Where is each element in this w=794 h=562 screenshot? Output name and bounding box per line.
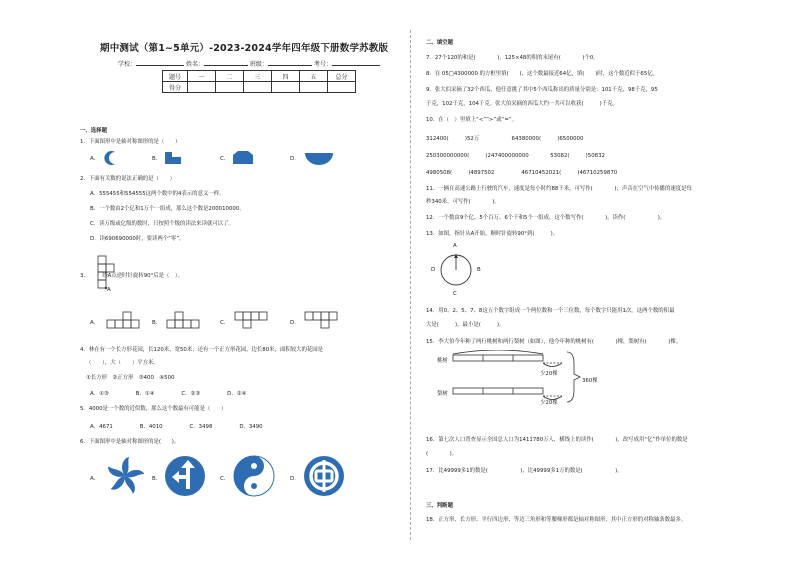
score-row-label: 得分 (163, 82, 188, 93)
clock-label-c: C (453, 291, 457, 297)
class-blank[interactable] (268, 65, 312, 66)
q6-option-d: D． (290, 476, 300, 482)
score-cell[interactable] (188, 82, 216, 93)
q3-option-d: D． (290, 320, 300, 326)
q3-option-c: C． (220, 320, 230, 326)
total-trees-label: 360棵 (582, 378, 598, 384)
question-7: 7．27个120的和是( )，125×48的积的末尾有( )个0。 (426, 55, 599, 61)
q3-option-a: A． (90, 320, 100, 326)
question-9-cont: 千克，102千克，104千克。张大伯采摘的西瓜大约一共可以收获( )千克。 (426, 101, 618, 107)
q3-figure-a (106, 308, 142, 330)
question-8: 8．在 05□4300000 的方框里填( )，这个数最接近64亿，填( )时，这个数近似于65亿。 (426, 71, 659, 77)
score-cell[interactable] (300, 82, 328, 93)
rotation-point-label: A (107, 287, 111, 293)
page-title: 期中测试（第1~5单元）-2023-2024学年四年级下册数学苏教版 (100, 43, 389, 54)
q2-option-a: A．555455和554555这两个数中的4表示的意义一样。 (90, 191, 225, 197)
clock-label-a: A (453, 243, 457, 249)
q1-option-d: D． (290, 156, 300, 162)
school-label: 学校： (118, 61, 137, 68)
question-16-cont: ( )。 (426, 451, 458, 457)
q1-option-b: B． (152, 156, 162, 162)
peach-row-label: 桃树 (437, 358, 448, 364)
section-choice-heading: 一、选择题 (80, 128, 107, 134)
score-header-cell: 总分 (328, 71, 356, 82)
yin-yang-icon (233, 455, 275, 497)
score-cell[interactable] (244, 82, 272, 93)
question-16: 16．第七次人口普查显示全国总人口为1411780万人，横线上的读作( )，改写成用“亿”作单位的数是 (426, 437, 688, 443)
clock-label-b: B (477, 267, 481, 273)
q4-answers: A．①③ B．①④ C．②③ D．②④ (90, 391, 247, 397)
q2-option-b: B．一个数由2个亿和1万个一组成，那么这个数是200010000。 (90, 206, 245, 212)
score-header-cell: 二 (216, 71, 244, 82)
q1-option-a: A． (90, 156, 100, 162)
q3-figure-d (304, 308, 340, 330)
score-cell[interactable] (216, 82, 244, 93)
q10-row-2: 250300000000( )247400000000 53082( )50832 (426, 153, 605, 159)
pear-less-label: 少20棵 (540, 400, 558, 406)
score-header-cell: 题号 (163, 71, 188, 82)
question-5: 5．4000是一个数的近似数，那么这个数最有可能是（ ） (80, 406, 227, 412)
question-13: 13．如图，指针从A开始，顺时针旋转90°到( )。 (426, 231, 559, 237)
score-header-row (163, 71, 356, 82)
section-fill-heading: 二、填空题 (426, 40, 453, 46)
q3-option-b: B． (152, 320, 162, 326)
bauhinia-flower-icon (104, 455, 146, 497)
question-3: 3． 绕A点逆时针旋转90°后是（ ）。 (80, 273, 183, 279)
q1-option-c: C． (220, 156, 230, 162)
question-15: 15．李大伯今年种了两行桃树和两行梨树（如图），他今年种的桃树有( )棵，梨树有( )棵。 (426, 339, 682, 345)
score-header-cell: 一 (188, 71, 216, 82)
exam-no-label: 考号： (313, 61, 332, 68)
question-4-cont: （ ），大（ ）平方米。 (86, 360, 159, 366)
question-14-cont: 大是( )，最小是( )。 (426, 322, 505, 328)
q2-option-d: D．读690690000时，要读两个“零”。 (90, 236, 185, 242)
q3-figure-b (166, 308, 202, 330)
student-info-line (118, 59, 380, 68)
question-9: 9．张大伯采摘了32个西瓜，他任意挑了其中5个西瓜称出的质量分别是：101千克，98千克，95 (426, 87, 658, 93)
score-table (162, 70, 356, 93)
question-6: 6．下面图形中是轴对称图形的是( )。 (80, 439, 180, 445)
question-17: 17．比49999多1的数是( )，比49999多1万的数是( )。 (426, 468, 623, 474)
q5-answers: A．4671 B．4010 C．3498 D．3490 (90, 424, 263, 430)
exam-no-blank[interactable] (332, 65, 380, 66)
q6-option-c: C． (220, 476, 230, 482)
score-row (163, 82, 356, 93)
q4-options: ①长方形 ②正方形 ③400 ④500 (86, 375, 175, 381)
name-label: 姓名： (185, 61, 204, 68)
house-shape (232, 150, 254, 165)
q10-row-3: 4980508( )4897502 46710452021( )46710259870 (426, 170, 618, 176)
name-blank[interactable] (204, 65, 248, 66)
section-judge-heading: 三、判断题 (426, 503, 453, 509)
clock-label-d: D (431, 267, 436, 273)
q6-option-b: B． (152, 476, 162, 482)
l-shape (164, 151, 182, 165)
question-2: 2．下面有关数的说法正确的是（ ） (80, 176, 176, 182)
score-header-cell: 三 (244, 71, 272, 82)
score-header-cell: 四 (272, 71, 300, 82)
q3-figure-c (234, 308, 270, 330)
q6-option-a: A． (90, 476, 100, 482)
q2-option-c: C．读万级或亿级的数时，只按照个级的读法来读就可以了。 (90, 221, 234, 227)
school-blank[interactable] (136, 65, 184, 66)
fan-shape (303, 150, 335, 166)
pear-row-label: 梨树 (437, 391, 448, 397)
class-label: 班级： (249, 61, 268, 68)
score-cell[interactable] (328, 82, 356, 93)
crescent-shape (104, 151, 120, 165)
score-cell[interactable] (272, 82, 300, 93)
peach-less-label: 少20棵 (540, 371, 558, 377)
question-12: 12．一个数由9个亿、5个百万、6个千和5个一组成，这个数写作( )，读作( )。 (426, 215, 666, 221)
score-header-cell: 五 (300, 71, 328, 82)
question-4: 4．林在有一个长方形花园，长120米，宽50米；还有一个正方形花园，边长80米，面积较大的花园是 (80, 347, 324, 353)
q10-row-1: 312400( )52万 64380000( )6500000 (426, 136, 584, 142)
tree-line-diagram (452, 350, 592, 410)
question-18: 18．正方形、长方形、平行四边形、等边三角形和等腰梯形都是轴对称图形，其中正方形的对称轴条数最多。 (426, 517, 687, 523)
column-divider (410, 30, 411, 540)
bank-logo-icon (303, 455, 345, 497)
question-11-cont: 秒340米，可写作( )。 (426, 199, 500, 205)
clock-dial (438, 248, 478, 292)
question-1: 1．下面图形中是轴对称图形的是（ ） (80, 139, 181, 145)
question-11: 11．一辆在高速公路上行驶的汽车，速度是每小时约88千米，可写作( )；声音在空气中传播的速度是每 (426, 186, 692, 192)
question-14: 14．用0、2、5、7、8这五个数字组成一个两位数和一个三位数，每个数字只能用1次。这两个数的积最 (426, 308, 675, 314)
question-10: 10．在（ ）里填上“<”“>”或“=”。 (426, 117, 518, 123)
road-sign-icon (164, 455, 206, 497)
